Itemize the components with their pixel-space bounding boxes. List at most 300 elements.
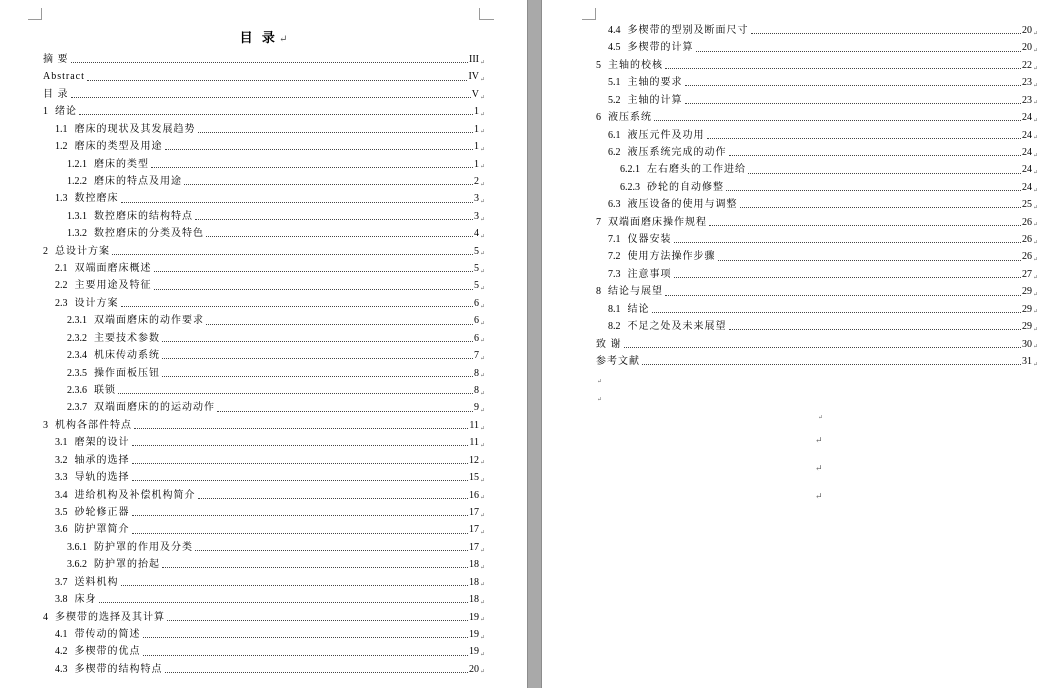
toc-entry-page: 5: [474, 245, 479, 257]
paragraph-mark-icon: [1032, 255, 1038, 265]
toc-entry-number: 2.1: [55, 263, 68, 275]
toc-entry-number: 2.3.7: [67, 402, 87, 414]
toc-entry-title: 液压系统完成的动作: [627, 146, 727, 158]
toc-entry-title: 结论与展望: [608, 286, 663, 298]
toc-entry-number: 6.2: [608, 146, 621, 158]
dot-leader: [748, 173, 1021, 174]
paragraph-mark-icon: [479, 667, 485, 677]
paragraph-mark-icon: [479, 180, 485, 190]
toc-entry-page: 22: [1022, 59, 1032, 71]
toc-entry-page: 19: [469, 628, 479, 640]
toc-entry-number: 4: [43, 611, 48, 623]
paragraph-mark-icon: [479, 441, 485, 451]
toc-entry-title: 数控磨床的结构特点: [94, 210, 193, 222]
toc-entry-page: 18: [469, 559, 479, 571]
toc-entry-number: 1.3: [55, 193, 68, 205]
toc-entry-page: 3: [474, 193, 479, 205]
toc-entry-page: 3: [474, 210, 479, 222]
toc-entry-title: 送料机构: [74, 576, 119, 588]
toc-entry-number: 4.4: [608, 25, 621, 36]
dot-leader: [162, 376, 473, 377]
toc-entry-number: 1.2.1: [67, 158, 87, 170]
toc-entry-page: III: [469, 54, 479, 65]
toc-entry-page: 6: [474, 332, 479, 344]
dot-leader: [154, 271, 474, 272]
toc-entry-page: 20: [1022, 42, 1032, 54]
toc-entry-number: 2.3.2: [67, 332, 87, 344]
toc-entry[interactable]: [43, 609, 485, 626]
toc-entry-page: 1: [474, 158, 479, 170]
toc-entry-number: 1.3.2: [67, 228, 87, 240]
toc-entry[interactable]: [43, 138, 485, 155]
dot-leader: [121, 202, 474, 203]
paragraph-mark-icon: [479, 284, 485, 294]
toc-entry[interactable]: [43, 103, 485, 120]
toc-entry-page: 24: [1022, 129, 1032, 141]
toc-entry[interactable]: [43, 469, 485, 486]
paragraph-mark-icon: [479, 302, 485, 312]
dot-leader: [729, 155, 1022, 156]
toc-entry-title: 结论: [627, 303, 650, 315]
paragraph-mark-icon: [815, 491, 823, 501]
toc-entry[interactable]: [43, 277, 485, 294]
crop-mark: [28, 8, 42, 20]
toc-entry-number: 7: [596, 216, 601, 228]
dot-leader: [665, 295, 1021, 296]
toc-entry[interactable]: [596, 22, 1038, 39]
paragraph-mark-icon: [479, 424, 485, 434]
toc-entry-page: 7: [474, 350, 479, 362]
dot-leader: [132, 533, 469, 534]
toc-entry-title: 注意事项: [627, 268, 672, 280]
toc-entry-page: 9: [474, 402, 479, 414]
toc-title-line: [0, 30, 527, 48]
toc-entry-title: 主轴的计算: [627, 94, 683, 106]
dot-leader: [195, 219, 473, 220]
toc-entry-title: 防护罩简介: [74, 524, 130, 536]
toc-entry[interactable]: [43, 173, 485, 190]
toc-entry-page: 4: [474, 228, 479, 240]
toc-entry-title: 多楔带的结构特点: [74, 663, 163, 675]
dot-leader: [118, 393, 473, 394]
toc-entry-page: 17: [469, 506, 479, 518]
paragraph-mark-icon: [479, 110, 485, 120]
toc-entry[interactable]: [596, 353, 1038, 370]
toc-entry-page: 20: [1022, 25, 1032, 36]
dot-leader: [198, 132, 474, 133]
toc-entry-title: 导轨的选择: [74, 472, 130, 484]
toc-entry-title: 左右磨头的工作进给: [647, 164, 746, 176]
toc-entry-number: 7.3: [608, 268, 621, 280]
crop-mark: [479, 8, 494, 20]
paragraph-mark-icon: [1032, 98, 1038, 108]
toc-entry-page: 18: [469, 594, 479, 606]
toc-entry[interactable]: [43, 504, 485, 521]
toc-entry[interactable]: [43, 225, 485, 242]
toc-entry-page: V: [471, 88, 479, 100]
toc-entry-page: 20: [469, 663, 479, 675]
toc-title: 目 录: [239, 30, 278, 45]
toc-entry-page: 29: [1022, 321, 1032, 333]
toc-entry-title: 磨床的类型: [94, 158, 149, 170]
paragraph-mark-icon: [479, 406, 485, 416]
toc-entry[interactable]: [596, 39, 1038, 56]
dot-leader: [162, 341, 473, 342]
dot-leader: [624, 347, 1022, 348]
toc-entry-page: IV: [468, 71, 479, 83]
toc-entry[interactable]: [43, 51, 485, 68]
toc-entry-page: 6: [474, 315, 479, 327]
toc-entry-page: 23: [1022, 94, 1032, 106]
toc-entry-page: 17: [469, 524, 479, 536]
toc-entry-title: 联锁: [94, 385, 116, 397]
toc-entry-page: 6: [474, 297, 479, 309]
toc-entry-number: 4.1: [55, 628, 68, 640]
paragraph-mark-icon: [479, 354, 485, 364]
toc-entry-title: 机床传动系统: [94, 350, 160, 362]
toc-entry-number: 6.2.1: [620, 164, 640, 176]
toc-list-right: [596, 22, 1038, 370]
toc-entry-number: 3.8: [55, 594, 68, 606]
dot-leader: [162, 567, 468, 568]
toc-entry-number: 8.1: [608, 303, 621, 315]
toc-entry[interactable]: [43, 260, 485, 277]
paragraph-mark-icon: [597, 395, 602, 405]
dot-leader: [71, 62, 469, 63]
toc-entry-number: 3.7: [55, 576, 68, 588]
toc-entry-number: 7.2: [608, 251, 621, 263]
toc-entry-title: 数控磨床的分类及特色: [94, 228, 204, 240]
toc-entry-number: 4.5: [608, 42, 621, 54]
toc-entry[interactable]: [43, 365, 485, 382]
dot-leader: [132, 445, 469, 446]
paragraph-mark-icon: [1032, 238, 1038, 248]
toc-entry-title: 磨架的设计: [74, 437, 130, 449]
paragraph-mark-icon: [479, 232, 485, 242]
paragraph-mark-icon: [1032, 325, 1038, 335]
toc-entry-number: 1.2.2: [67, 175, 87, 187]
paragraph-mark-icon: [479, 58, 485, 68]
toc-entry-number: 3.1: [55, 437, 68, 449]
toc-entry-number: 7.1: [608, 234, 621, 246]
dot-leader: [121, 585, 469, 586]
toc-entry[interactable]: [596, 266, 1038, 283]
toc-entry-page: 5: [474, 263, 479, 275]
dot-leader: [652, 312, 1022, 313]
paragraph-mark-icon: [479, 127, 485, 137]
document-page-right[interactable]: [542, 0, 1064, 688]
toc-entry[interactable]: [596, 144, 1038, 161]
paragraph-mark-icon: [479, 371, 485, 381]
toc-entry[interactable]: [596, 248, 1038, 265]
toc-entry[interactable]: [43, 330, 485, 347]
toc-entry-title: 双端面磨床概述: [74, 263, 152, 275]
dot-leader: [143, 655, 469, 656]
toc-entry-number: 2.2: [55, 280, 68, 292]
paragraph-mark-icon: [479, 476, 485, 486]
paragraph-mark-icon: [479, 580, 485, 590]
toc-entry-title: 双端面磨床操作规程: [608, 216, 707, 228]
toc-entry[interactable]: [43, 434, 485, 451]
paragraph-mark-icon: [479, 563, 485, 573]
dot-leader: [751, 33, 1022, 34]
dot-leader: [132, 463, 469, 464]
toc-entry[interactable]: [43, 574, 485, 591]
toc-entry-page: 27: [1022, 268, 1032, 280]
toc-entry-page: 24: [1022, 164, 1032, 176]
paragraph-mark-icon: [1032, 220, 1038, 230]
paragraph-mark-icon: [479, 336, 485, 346]
toc-entry-title: 液压系统: [608, 112, 652, 124]
toc-entry-title: 设计方案: [74, 297, 119, 309]
toc-entry-title: 主要技术参数: [94, 332, 160, 344]
toc-entry[interactable]: [596, 283, 1038, 300]
toc-list-left: [43, 51, 485, 678]
toc-entry-number: 4.3: [55, 663, 68, 675]
paragraph-mark-icon: [479, 546, 485, 556]
paragraph-mark-icon: [479, 598, 485, 608]
toc-entry-title: 液压设备的使用与调整: [627, 199, 738, 211]
toc-entry-title: 操作面板压钮: [94, 367, 160, 379]
paragraph-mark-icon: [479, 249, 485, 259]
paragraph-mark-icon: [1032, 116, 1038, 126]
toc-entry-page: 19: [469, 646, 479, 658]
paragraph-mark-icon: [479, 75, 485, 85]
paragraph-mark-icon: [479, 511, 485, 521]
toc-entry-page: 24: [1022, 112, 1032, 124]
toc-entry[interactable]: [43, 312, 485, 329]
dot-leader: [132, 480, 469, 481]
paragraph-mark-icon: [1032, 290, 1038, 300]
toc-entry-page: 26: [1022, 251, 1032, 263]
toc-entry[interactable]: [43, 347, 485, 364]
toc-entry-number: 3.3: [55, 472, 68, 484]
dot-leader: [134, 428, 468, 429]
toc-entry-number: 2.3.6: [67, 385, 87, 397]
dot-leader: [217, 411, 473, 412]
toc-entry-number: 6.1: [608, 129, 621, 141]
dot-leader: [685, 85, 1022, 86]
paragraph-mark-icon: [279, 34, 287, 45]
toc-entry-title: Abstract: [43, 71, 85, 83]
toc-entry-title: 床身: [74, 594, 97, 606]
dot-leader: [154, 289, 474, 290]
toc-entry[interactable]: [596, 318, 1038, 335]
toc-entry[interactable]: [43, 399, 485, 416]
toc-entry-number: 4.2: [55, 646, 68, 658]
paragraph-mark-icon: [1032, 64, 1038, 74]
toc-entry-page: 19: [469, 611, 479, 623]
toc-entry-title: 液压元件及功用: [627, 129, 705, 141]
dot-leader: [162, 358, 473, 359]
toc-entry[interactable]: [43, 626, 485, 643]
toc-entry-title: 主要用途及特征: [74, 280, 152, 292]
dot-leader: [184, 184, 473, 185]
toc-entry-title: 致 谢: [596, 338, 622, 350]
toc-entry[interactable]: [596, 196, 1038, 213]
paragraph-mark-icon: [479, 458, 485, 468]
dot-leader: [143, 637, 469, 638]
toc-entry[interactable]: [596, 109, 1038, 126]
toc-entry-number: 6: [596, 112, 601, 124]
toc-entry[interactable]: [43, 556, 485, 573]
toc-entry[interactable]: [596, 92, 1038, 109]
toc-entry-title: 砂轮修正器: [74, 506, 130, 518]
toc-entry[interactable]: [43, 121, 485, 138]
toc-entry[interactable]: [596, 301, 1038, 318]
toc-entry-page: 24: [1022, 181, 1032, 193]
toc-entry-page: 25: [1022, 199, 1032, 211]
toc-entry[interactable]: [43, 539, 485, 556]
toc-entry[interactable]: [43, 243, 485, 260]
toc-entry-page: 18: [469, 576, 479, 588]
toc-entry-page: 5: [474, 280, 479, 292]
toc-entry-page: 24: [1022, 146, 1032, 158]
document-page-left[interactable]: [0, 0, 527, 688]
toc-entry-title: 绪论: [55, 106, 77, 118]
crop-mark: [582, 8, 596, 20]
paragraph-mark-icon: [1032, 186, 1038, 196]
toc-entry-page: 31: [1022, 356, 1032, 368]
toc-entry-title: 总设计方案: [55, 245, 110, 257]
toc-entry-number: 1: [43, 106, 48, 118]
toc-entry[interactable]: [43, 452, 485, 469]
dot-leader: [642, 364, 1021, 365]
toc-entry[interactable]: [43, 190, 485, 207]
toc-entry[interactable]: [596, 57, 1038, 74]
toc-entry[interactable]: [596, 336, 1038, 353]
toc-entry-number: 5.2: [608, 94, 621, 106]
page-gap-edge: [527, 0, 528, 688]
paragraph-mark-icon: [479, 615, 485, 625]
paragraph-mark-icon: [479, 215, 485, 225]
toc-entry-title: 磨床的现状及其发展趋势: [74, 123, 196, 135]
paragraph-mark-icon: [479, 267, 485, 277]
toc-entry-title: 进给机构及补偿机构简介: [74, 489, 196, 501]
paragraph-mark-icon: [1032, 360, 1038, 370]
paragraph-mark-icon: [818, 413, 823, 423]
dot-leader: [195, 550, 468, 551]
toc-entry-number: 2.3.5: [67, 367, 87, 379]
toc-entry-number: 1.1: [55, 123, 68, 135]
dot-leader: [71, 97, 471, 98]
toc-entry[interactable]: [43, 208, 485, 225]
toc-entry[interactable]: [43, 521, 485, 538]
toc-entry[interactable]: [43, 661, 485, 678]
toc-entry-title: 轴承的选择: [74, 454, 130, 466]
toc-entry-number: 2.3.1: [67, 315, 87, 327]
dot-leader: [740, 207, 1022, 208]
paragraph-mark-icon: [1032, 133, 1038, 143]
dot-leader: [206, 236, 473, 237]
toc-entry-page: 1: [474, 141, 479, 153]
toc-entry-number: 5: [596, 59, 601, 71]
paragraph-mark-icon: [815, 463, 823, 473]
toc-entry[interactable]: [596, 179, 1038, 196]
paragraph-mark-icon: [1032, 46, 1038, 56]
toc-entry-title: 数控磨床: [74, 193, 119, 205]
toc-entry-number: 2.3: [55, 297, 68, 309]
toc-entry-title: 不足之处及未来展望: [627, 321, 727, 333]
toc-entry-number: 3.6: [55, 524, 68, 536]
toc-entry-page: 15: [469, 472, 479, 484]
dot-leader: [709, 225, 1021, 226]
paragraph-mark-icon: [479, 650, 485, 660]
paragraph-mark-icon: [479, 162, 485, 172]
toc-entry[interactable]: [596, 161, 1038, 178]
toc-entry-page: 29: [1022, 303, 1032, 315]
toc-entry-number: 6.2.3: [620, 181, 640, 193]
toc-entry-number: 3.6.2: [67, 559, 87, 571]
dot-leader: [729, 329, 1022, 330]
paragraph-mark-icon: [479, 319, 485, 329]
paragraph-mark-icon: [1032, 273, 1038, 283]
toc-entry[interactable]: [43, 295, 485, 312]
toc-entry[interactable]: [596, 231, 1038, 248]
toc-entry-page: 1: [474, 123, 479, 135]
toc-entry-page: 8: [474, 385, 479, 397]
toc-entry-title: 带传动的简述: [74, 628, 141, 640]
toc-entry[interactable]: [43, 86, 485, 103]
toc-entry-number: 8.2: [608, 321, 621, 333]
toc-entry[interactable]: [43, 417, 485, 434]
toc-entry-number: 1.3.1: [67, 210, 87, 222]
toc-entry[interactable]: [43, 643, 485, 660]
dot-leader: [654, 120, 1021, 121]
toc-entry-title: 机构各部件特点: [55, 419, 132, 431]
paragraph-mark-icon: [1032, 29, 1038, 39]
toc-entry-number: 2.3.4: [67, 350, 87, 362]
toc-entry-page: 23: [1022, 77, 1032, 89]
dot-leader: [121, 306, 474, 307]
toc-entry[interactable]: [596, 214, 1038, 231]
toc-entry[interactable]: [596, 127, 1038, 144]
toc-entry-title: 仪器安装: [627, 234, 672, 246]
dot-leader: [726, 190, 1021, 191]
toc-entry-page: 30: [1022, 338, 1032, 350]
toc-entry-number: 3.4: [55, 489, 68, 501]
toc-entry-page: 12: [469, 454, 479, 466]
toc-entry-page: 16: [469, 489, 479, 501]
toc-entry-title: 防护罩的抬起: [94, 559, 160, 571]
toc-entry-number: 3.5: [55, 506, 68, 518]
toc-entry-title: 多楔带的计算: [627, 42, 694, 54]
paragraph-mark-icon: [1032, 307, 1038, 317]
toc-entry[interactable]: [43, 487, 485, 504]
paragraph-mark-icon: [479, 389, 485, 399]
dot-leader: [165, 672, 469, 673]
dot-leader: [685, 103, 1022, 104]
toc-entry-page: 2: [474, 175, 479, 187]
paragraph-mark-icon: [479, 633, 485, 643]
dot-leader: [718, 260, 1022, 261]
dot-leader: [674, 242, 1022, 243]
toc-entry[interactable]: [43, 382, 485, 399]
paragraph-mark-icon: [815, 435, 823, 445]
toc-entry-number: 2: [43, 245, 48, 257]
dot-leader: [112, 254, 473, 255]
toc-entry[interactable]: [43, 68, 485, 85]
toc-entry-title: 磨床的类型及用途: [74, 141, 163, 153]
toc-entry[interactable]: [43, 156, 485, 173]
dot-leader: [167, 620, 468, 621]
toc-entry[interactable]: [596, 74, 1038, 91]
toc-entry-page: 1: [474, 106, 479, 118]
toc-entry[interactable]: [43, 591, 485, 608]
toc-entry-number: 3.6.1: [67, 541, 87, 553]
toc-entry-title: 主轴的要求: [627, 77, 683, 89]
dot-leader: [87, 80, 468, 81]
